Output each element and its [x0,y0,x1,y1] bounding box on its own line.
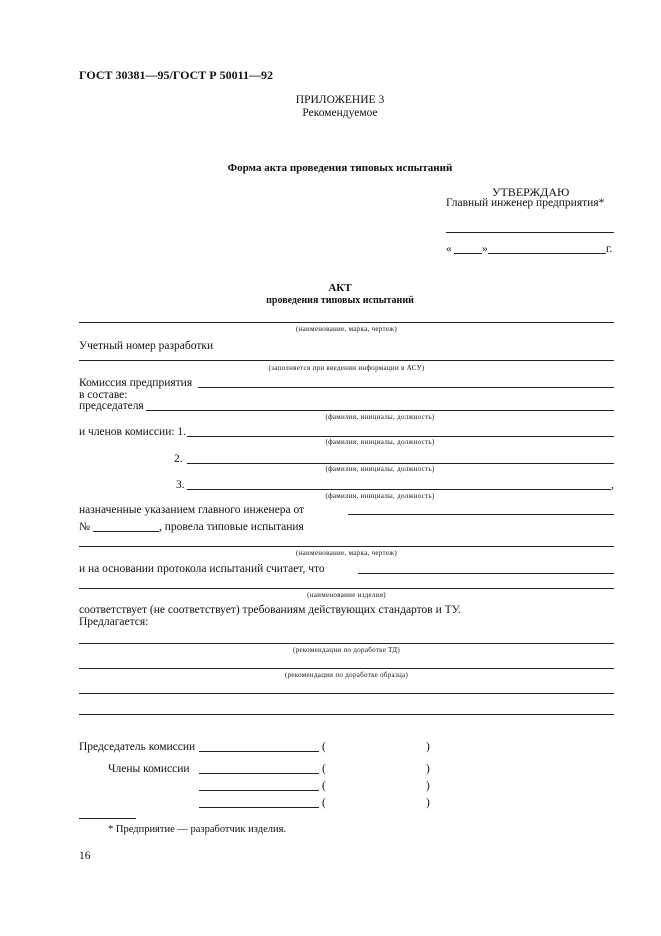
sig-member2-open: ( [322,780,326,792]
sig-member1-close: ) [426,763,430,775]
sig-member1-line[interactable] [199,773,319,774]
proposed-label: Предлагается: [79,616,149,628]
sig-chairman-close: ) [426,741,430,753]
appendix-title: ПРИЛОЖЕНИЕ 3 [295,94,385,106]
caption-name-mark-drawing-2: (наименование, марка, чертеж) [295,549,398,557]
protocol-line[interactable] [358,573,614,574]
commission-label: Комиссия предприятия [79,377,193,389]
appointed-date-line[interactable] [348,514,614,515]
sig-chairman-open: ( [322,741,326,753]
member3-label: 3. [176,479,185,491]
date-year-suffix: г. [606,243,613,255]
act-title: АКТ [328,282,352,294]
member2-label: 2. [174,453,183,465]
sig-member3-line[interactable] [199,807,319,808]
caption-fio-chairman: (фамилия, инициалы, должность) [325,413,435,421]
caption-fio-member2: (фамилия, инициалы, должность) [325,465,435,473]
approve-title: УТВЕРЖДАЮ [492,185,570,199]
member3-line[interactable] [187,489,611,490]
footnote-rule [79,818,136,819]
date-day-line[interactable] [454,253,482,254]
caption-name-mark-drawing: (наименование, марка, чертеж) [295,325,398,333]
page-number: 16 [79,850,91,862]
reg-number-label: Учетный номер разработки [79,340,214,352]
commission-line[interactable] [198,387,614,388]
member3-comma: , [611,479,614,491]
act-subtitle: проведения типовых испытаний [266,295,414,306]
composition-label: в составе: [79,389,128,401]
sig-chairman-label: Председатель комиссии [79,741,196,753]
td-recommend-line[interactable] [79,643,614,644]
date-open-quote: « [446,243,452,255]
standard-header: ГОСТ 30381—95/ГОСТ Р 50011—92 [79,68,273,82]
sig-member1-open: ( [322,763,326,775]
caption-product-name: (наименование изделия) [307,591,386,599]
members-label: и членов комиссии: 1. [79,426,187,438]
sig-member3-open: ( [322,797,326,809]
tested-item-line[interactable] [79,546,614,547]
member2-line[interactable] [187,463,614,464]
sig-member2-line[interactable] [199,790,319,791]
date-month-line[interactable] [488,253,606,254]
item-name-line[interactable] [79,322,614,323]
caption-sample-recommend: (рекомендации по доработке образца) [284,671,409,679]
date-close-quote: » [482,243,488,255]
footnote-text: * Предприятие — разработчик изделия. [108,824,287,835]
appendix-subtitle: Рекомендуемое [302,107,378,119]
product-name-line[interactable] [79,588,614,589]
extra-line-1[interactable] [79,693,614,694]
number-sign: № [79,521,90,533]
approve-position: Главный инженер предприятия* [446,197,605,209]
appointed-label: назначенные указанием главного инженера от [79,504,305,516]
chairman-line[interactable] [146,410,614,411]
caption-asu-note: (заполняется при введении информации в АСУ) [268,364,425,372]
sig-member3-close: ) [426,797,430,809]
complies-text: соответствует (не соответствует) требованиям действующих стандартов и ТУ. [79,604,461,616]
sig-members-label: Члены комиссии [108,763,190,775]
sample-recommend-line[interactable] [79,668,614,669]
form-title: Форма акта проведения типовых испытаний [227,162,453,174]
approve-signature-line[interactable] [446,232,614,233]
member1-line[interactable] [187,436,614,437]
chairman-label: председателя [79,400,144,412]
sig-member2-close: ) [426,780,430,792]
sig-chairman-line[interactable] [199,751,319,752]
caption-fio-member1: (фамилия, инициалы, должность) [325,438,435,446]
protocol-label: и на основании протокола испытаний считает, что [79,563,325,575]
order-number-line[interactable] [93,531,159,532]
caption-td-recommend: (рекомендации по доработке ТД) [292,646,400,654]
reg-number-line[interactable] [79,360,614,361]
extra-line-2[interactable] [79,714,614,715]
caption-fio-member3: (фамилия, инициалы, должность) [325,492,435,500]
conducted-label: , провела типовые испытания [159,521,304,533]
